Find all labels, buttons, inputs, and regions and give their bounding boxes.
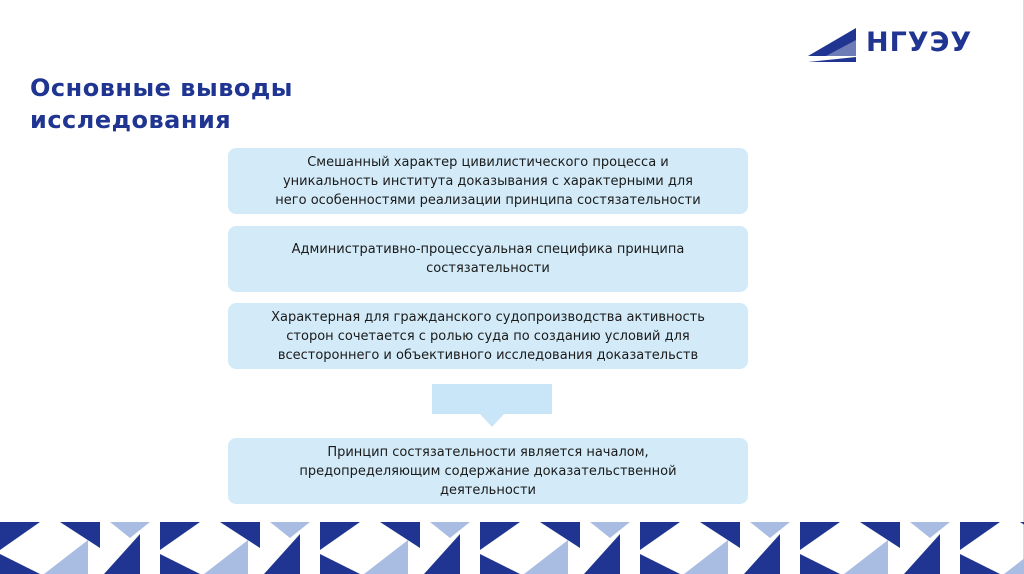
conclusion-text-2: Административно-процессуальная специфика принципа состязательности: [291, 242, 685, 276]
conclusion-box-3: [228, 303, 748, 369]
conclusion-box-1: [228, 148, 748, 214]
conclusion-text-final: Принцип состязательности является началом, предопределяющим содержание доказательственной деятельности: [299, 444, 677, 498]
page-title: Основные выводы исследования: [30, 74, 293, 134]
logo-emblem-icon: [806, 26, 864, 62]
conclusion-box-final: [228, 438, 748, 504]
down-arrow-icon: [432, 384, 552, 427]
conclusion-text-3: Характерная для гражданского судопроизводства активность сторон сочетается с ролью суда по созданию условий для всестороннего и объективного исследования доказательств: [271, 309, 705, 363]
page-number: 1: [984, 548, 990, 558]
footer-triangle-pattern: [0, 520, 1024, 574]
logo-text: НГУЭУ: [866, 27, 973, 58]
conclusion-text-1: Смешанный характер цивилистического процесса и уникальность института доказывания с характерными для него особенностями реализации принципа состязательности: [275, 154, 701, 208]
conclusion-box-2: [228, 226, 748, 292]
university-logo: [806, 26, 996, 62]
